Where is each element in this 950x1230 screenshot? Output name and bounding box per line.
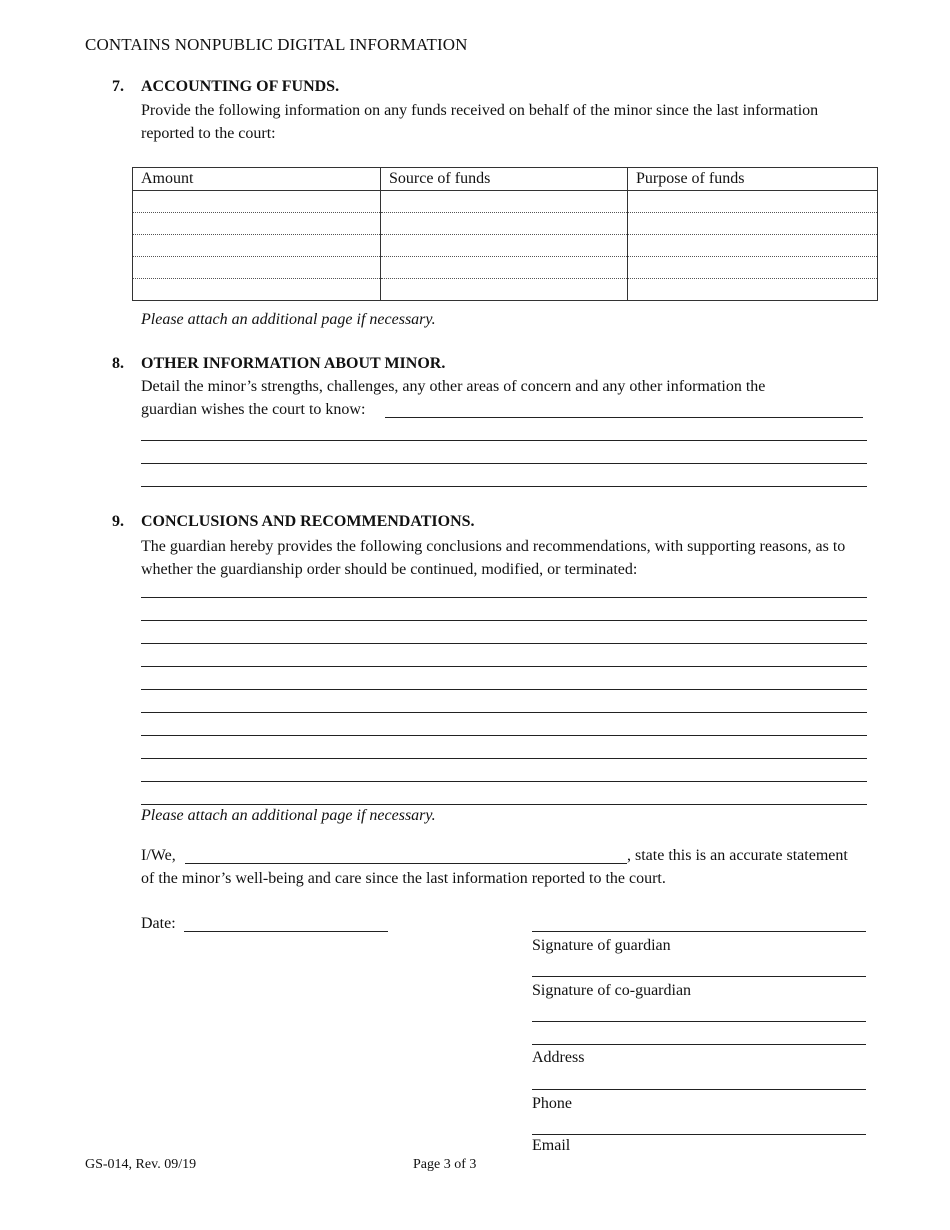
purpose-cell[interactable] xyxy=(628,257,878,279)
section-7-attach-note: Please attach an additional page if necessary. xyxy=(141,311,436,328)
section-8-intro-line-1: Detail the minor’s strengths, challenges, any other areas of concern and any other information the xyxy=(141,378,766,395)
purpose-cell[interactable] xyxy=(628,213,878,235)
amount-cell[interactable] xyxy=(133,257,381,279)
column-header-amount: Amount xyxy=(133,168,381,191)
minor-info-field-line[interactable] xyxy=(141,463,867,464)
section-8-number: 8. xyxy=(112,355,124,372)
address-label: Address xyxy=(532,1049,585,1066)
recommendation-field-line[interactable] xyxy=(141,735,867,736)
amount-cell[interactable] xyxy=(133,213,381,235)
source-cell[interactable] xyxy=(381,235,628,257)
section-9-title: CONCLUSIONS AND RECOMMENDATIONS. xyxy=(141,513,475,530)
funds-table-header xyxy=(133,168,878,191)
recommendation-field-line[interactable] xyxy=(141,804,867,805)
recommendation-field-line[interactable] xyxy=(141,643,867,644)
table-row xyxy=(133,279,878,301)
co-guardian-signature-label: Signature of co-guardian xyxy=(532,982,692,999)
section-9-attach-note: Please attach an additional page if necessary. xyxy=(141,807,436,824)
section-9-number: 9. xyxy=(112,513,124,530)
table-row xyxy=(133,213,878,235)
table-row xyxy=(133,235,878,257)
date-label: Date: xyxy=(141,915,176,932)
source-cell[interactable] xyxy=(381,279,628,301)
purpose-cell[interactable] xyxy=(628,279,878,301)
date-field-line[interactable] xyxy=(184,931,388,932)
co-guardian-signature-line[interactable] xyxy=(532,976,866,977)
recommendation-field-line[interactable] xyxy=(141,597,867,598)
statement-line-2: of the minor’s well-being and care since the last information reported to the court. xyxy=(141,870,666,887)
recommendation-field-line[interactable] xyxy=(141,712,867,713)
page-number: Page 3 of 3 xyxy=(413,1157,477,1172)
guardian-signature-label: Signature of guardian xyxy=(532,937,671,954)
column-header-source: Source of funds xyxy=(381,168,628,191)
section-9-intro: The guardian hereby provides the following conclusions and recommendations, with supporting reasons, as to whether the guardianship order should be continued, modified, or terminated: xyxy=(141,538,846,578)
section-7-intro: Provide the following information on any funds received on behalf of the minor since the last information reported to the court: xyxy=(141,102,819,142)
phone-label: Phone xyxy=(532,1095,572,1112)
statement-suffix: , state this is an accurate statement xyxy=(627,847,848,864)
address-field-line[interactable] xyxy=(532,1044,866,1045)
statement-prefix: I/We, xyxy=(141,847,176,864)
section-8-title: OTHER INFORMATION ABOUT MINOR. xyxy=(141,355,446,372)
email-field-line[interactable] xyxy=(532,1134,866,1135)
source-cell[interactable] xyxy=(381,213,628,235)
form-id: GS-014, Rev. 09/19 xyxy=(85,1157,197,1172)
recommendation-field-line[interactable] xyxy=(141,689,867,690)
section-7-number: 7. xyxy=(112,78,124,95)
email-label: Email xyxy=(532,1137,571,1154)
confidentiality-header: CONTAINS NONPUBLIC DIGITAL INFORMATION xyxy=(85,35,468,54)
funds-table xyxy=(132,167,878,301)
minor-info-field-line[interactable] xyxy=(141,440,867,441)
recommendation-field-line[interactable] xyxy=(141,666,867,667)
purpose-cell[interactable] xyxy=(628,235,878,257)
address-field-line[interactable] xyxy=(532,1021,866,1022)
amount-cell[interactable] xyxy=(133,235,381,257)
minor-info-field-line[interactable] xyxy=(385,417,863,418)
section-8-intro-line-2: guardian wishes the court to know: xyxy=(141,401,366,418)
guardian-signature-line[interactable] xyxy=(532,931,866,932)
amount-cell[interactable] xyxy=(133,191,381,213)
source-cell[interactable] xyxy=(381,257,628,279)
section-7-title: ACCOUNTING OF FUNDS. xyxy=(141,78,340,95)
source-cell[interactable] xyxy=(381,191,628,213)
recommendation-field-line[interactable] xyxy=(141,620,867,621)
guardian-name-field-line[interactable] xyxy=(185,863,627,864)
phone-field-line[interactable] xyxy=(532,1089,866,1090)
amount-cell[interactable] xyxy=(133,279,381,301)
table-row xyxy=(133,191,878,213)
recommendation-field-line[interactable] xyxy=(141,781,867,782)
recommendation-field-line[interactable] xyxy=(141,758,867,759)
table-row xyxy=(133,257,878,279)
purpose-cell[interactable] xyxy=(628,191,878,213)
column-header-purpose: Purpose of funds xyxy=(628,168,878,191)
minor-info-field-line[interactable] xyxy=(141,486,867,487)
